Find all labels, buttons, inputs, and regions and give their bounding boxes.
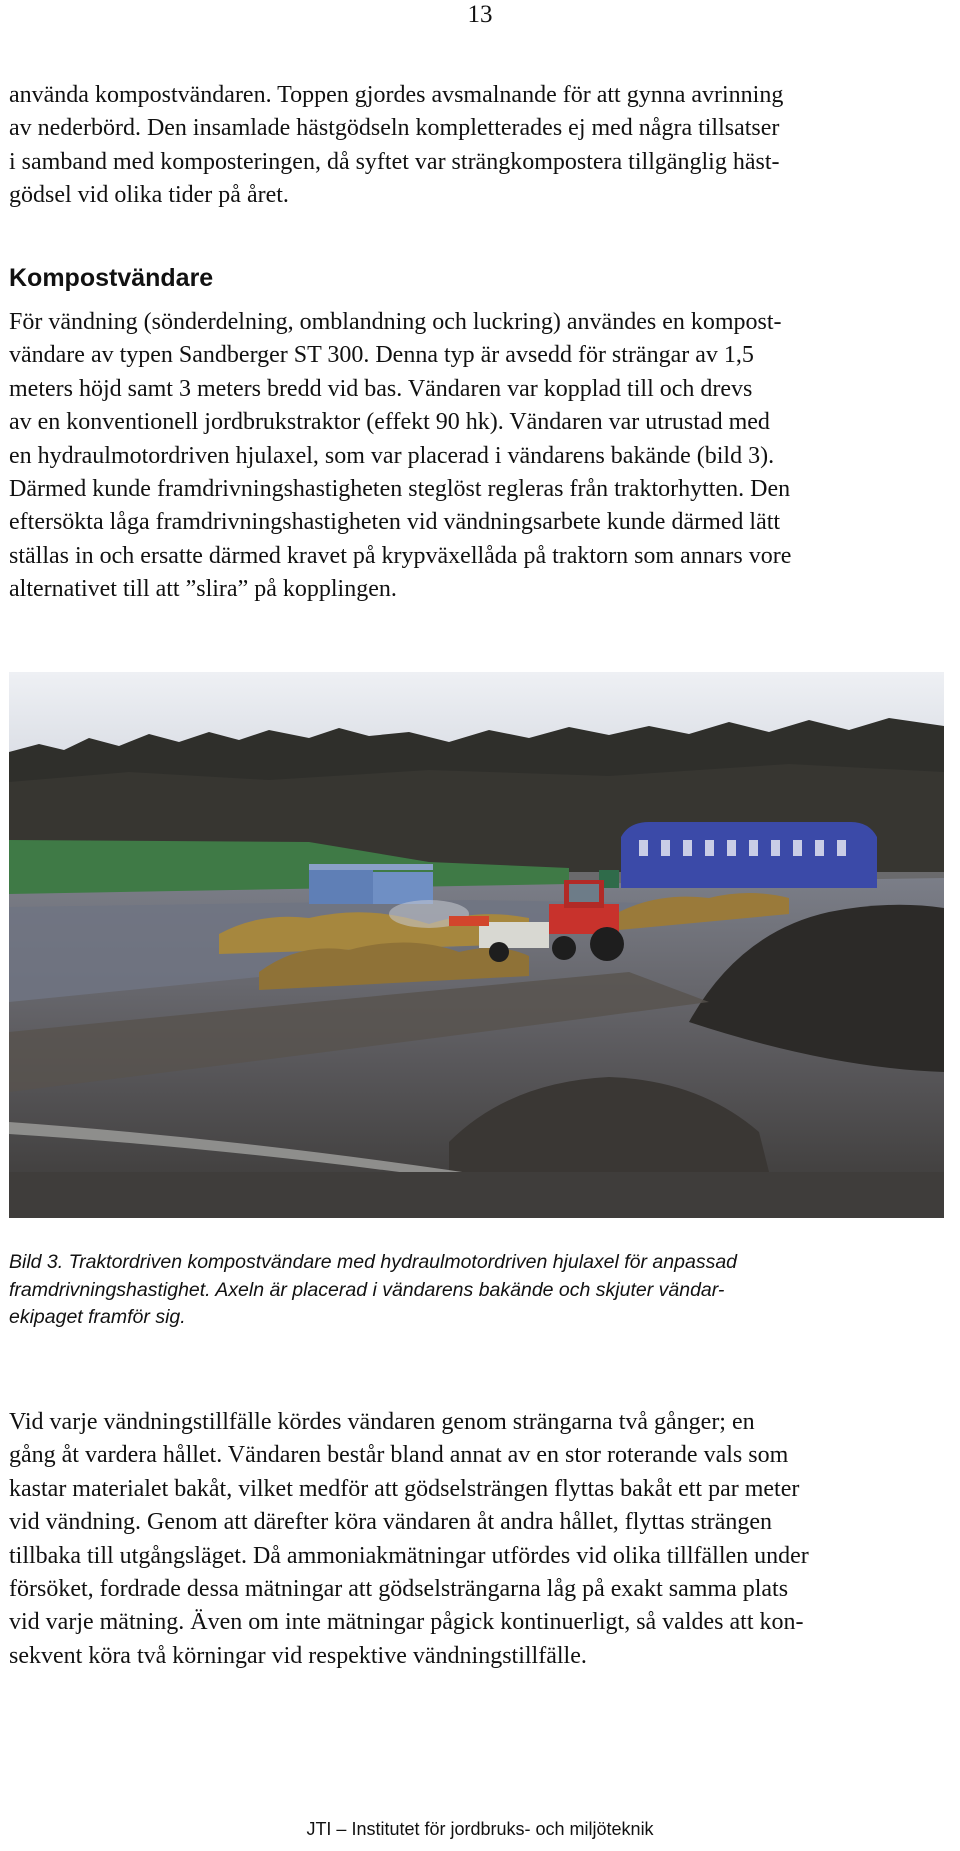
text-line: eftersökta låga framdrivningshastigheten vid vändningsarbete kunde därmed lätt bbox=[9, 509, 781, 536]
storage-hall bbox=[621, 822, 877, 888]
text-line: av nederbörd. Den insamlade hästgödseln kompletterades ej med några tillsatser bbox=[9, 115, 780, 142]
text-line: vändare av typen Sandberger ST 300. Denna typ är avsedd för strängar av 1,5 bbox=[9, 342, 754, 369]
text-line: gödsel vid olika tider på året. bbox=[9, 182, 289, 209]
text-line: en hydraulmotordriven hjulaxel, som var placerad i vändarens bakände (bild 3). bbox=[9, 442, 775, 469]
caption-line: ekipaget framför sig. bbox=[9, 1306, 186, 1328]
caption-line: Bild 3. Traktordriven kompostvändare med hydraulmotordriven hjulaxel för anpassad bbox=[9, 1251, 738, 1273]
text-line: vid vändning. Genom att därefter köra vändaren åt andra hållet, flyttas strängen bbox=[9, 1509, 773, 1536]
text-line: Därmed kunde framdrivningshastigheten steglöst regleras från traktorhytten. Den bbox=[9, 476, 791, 503]
kompostvandare-paragraph bbox=[9, 306, 949, 607]
text-line: alternativet till att ”slira” på kopplingen. bbox=[9, 576, 397, 603]
text-line: använda kompostvändaren. Toppen gjordes avsmalnande för att gynna avrinning bbox=[9, 82, 784, 108]
figure-caption bbox=[9, 1249, 949, 1332]
text-line: sekvent köra två körningar vid respektive vändningstillfälle. bbox=[9, 1642, 587, 1669]
text-line: i samband med komposteringen, då syftet var strängkompostera tillgänglig häst- bbox=[9, 148, 780, 175]
text-line: meters höjd samt 3 meters bredd vid bas. Vändaren var kopplad till och drevs bbox=[9, 375, 753, 402]
photo-illustration bbox=[9, 672, 944, 1218]
text-line: Vid varje vändningstillfälle kördes vändaren genom strängarna två gånger; en bbox=[9, 1409, 755, 1435]
compost-turner-photo bbox=[9, 672, 944, 1218]
page-number: 13 bbox=[467, 1, 493, 28]
turning-procedure-paragraph bbox=[9, 1406, 949, 1673]
text-line: vid varje mätning. Även om inte mätningar pågick kontinuerligt, så valdes att kon- bbox=[9, 1609, 804, 1636]
text-line: tillbaka till utgångsläget. Då ammoniakmätningar utfördes vid olika tillfällen under bbox=[9, 1542, 809, 1569]
page-footer: JTI – Institutet för jordbruks- och miljöteknik bbox=[306, 1819, 654, 1839]
foreground-ground bbox=[9, 1172, 944, 1218]
text-line: ställas in och ersatte därmed kravet på krypväxellåda på traktorn som annars vore bbox=[9, 542, 792, 569]
intro-paragraph bbox=[9, 79, 949, 213]
text-line: gång åt vardera hållet. Vändaren består bland annat av en stor roterande vals som bbox=[9, 1442, 789, 1469]
section-heading: Kompostvändare bbox=[9, 264, 214, 292]
text-line: av en konventionell jordbrukstraktor (effekt 90 hk). Vändaren var utrustad med bbox=[9, 409, 770, 436]
caption-line: framdrivningshastighet. Axeln är placerad i vändarens bakände och skjuter vändar- bbox=[9, 1278, 725, 1301]
site-cabin bbox=[309, 864, 433, 904]
text-line: kastar materialet bakåt, vilket medför att gödselsträngen flyttas bakåt ett par meter bbox=[9, 1475, 800, 1502]
text-line: försöket, fordrade dessa mätningar att gödselsträngarna låg på exakt samma plats bbox=[9, 1576, 789, 1603]
text-line: För vändning (sönderdelning, omblandning och luckring) användes en kompost- bbox=[9, 309, 782, 335]
